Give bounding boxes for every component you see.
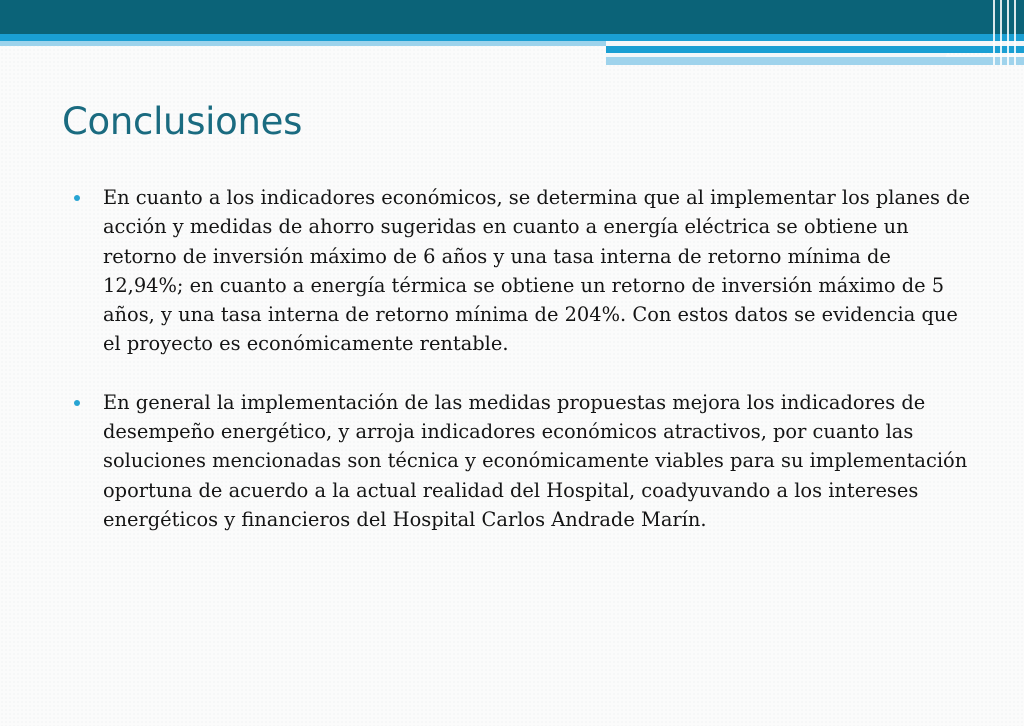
bullet-dot-icon bbox=[74, 400, 80, 406]
header-light-stripe bbox=[0, 41, 606, 46]
header-vertical-line bbox=[1000, 0, 1002, 65]
header-dark-band bbox=[0, 0, 1024, 34]
header-accent-stripe-right bbox=[606, 46, 1024, 53]
header-accent-stripe bbox=[0, 34, 1024, 41]
header-vertical-line bbox=[1007, 0, 1009, 65]
bullet-dot-icon bbox=[74, 195, 80, 201]
slide-title: Conclusiones bbox=[62, 100, 303, 143]
bullet-text: En general la implementación de las medidas propuestas mejora los indicadores de desempeño energético, y arroja indicadores económicos atractivos, por cuanto las soluciones mencionadas son técnica y económicamente viables para su implementación oportuna de acuerdo a la actual realidad del Hospital, coadyuvando a los intereses energéticos y financieros del Hospital Carlos Andrade Marín. bbox=[103, 390, 968, 531]
bullet-item bbox=[72, 183, 972, 359]
header-vertical-line bbox=[1014, 0, 1016, 65]
bullet-list bbox=[72, 183, 972, 563]
header-light-stripe-right bbox=[606, 57, 1024, 65]
bullet-text: En cuanto a los indicadores económicos, se determina que al implementar los planes de acción y medidas de ahorro sugeridas en cuanto a energía eléctrica se obtiene un retorno de inversión máximo de 6 años y una tasa interna de retorno mínima de 12,94%; en cuanto a energía térmica se obtiene un retorno de inversión máximo de 5 años, y una tasa interna de retorno mínima de 204%. Con estos datos se evidencia que el proyecto es económicamente rentable. bbox=[103, 186, 971, 356]
bullet-item bbox=[72, 388, 972, 534]
header-vertical-line bbox=[993, 0, 995, 65]
